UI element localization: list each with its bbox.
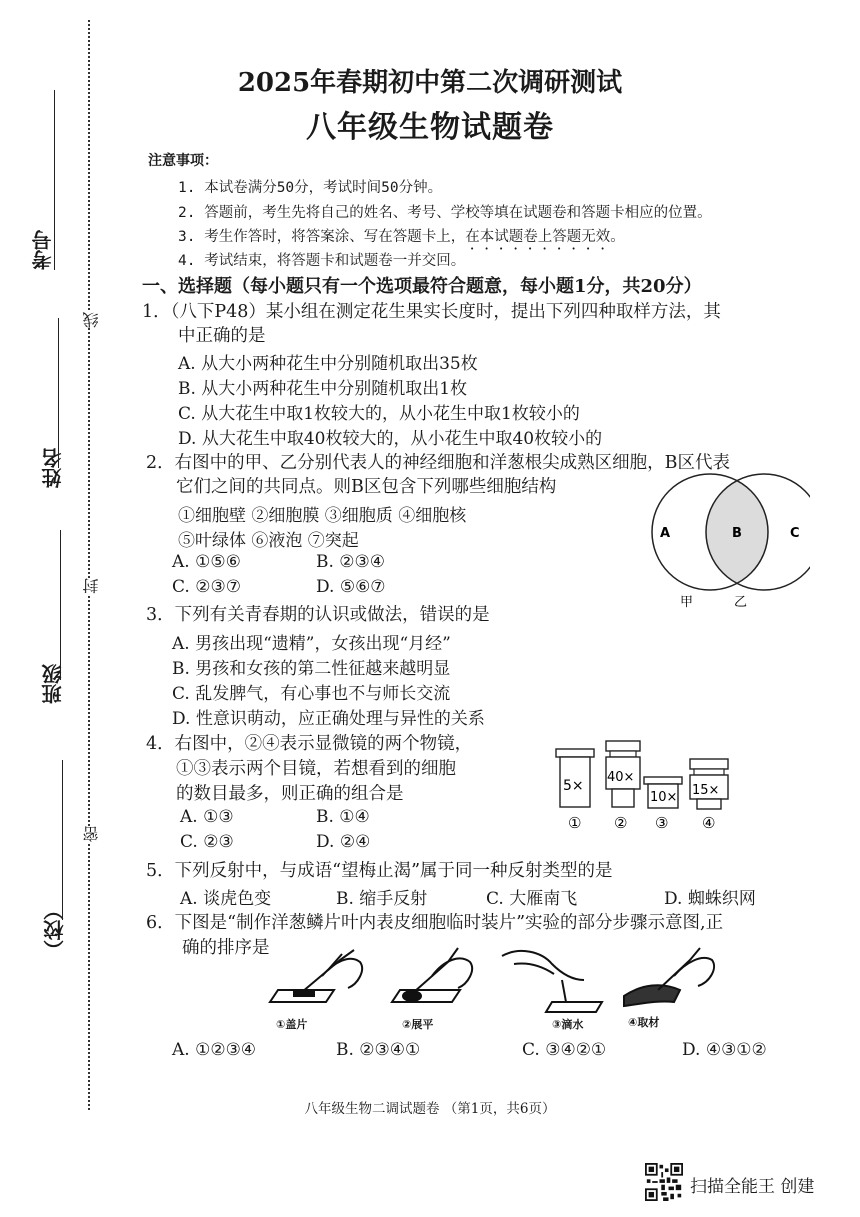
q6-option-b: B. ②③④① — [336, 1040, 421, 1060]
binding-dotted-line — [88, 20, 90, 1110]
xingming-line — [58, 318, 59, 468]
q1-stem-1: 1．（八下P48）某小组在测定花生果实长度时，提出下列四种取样方法，其 — [142, 302, 721, 322]
q5-option-a: A. 谈虎色变 — [180, 889, 272, 909]
qr-code-icon — [645, 1163, 683, 1201]
notes-heading: 注意事项： — [148, 153, 218, 169]
q2-items-2: ⑤叶绿体 ⑥液泡 ⑦突起 — [178, 531, 359, 551]
kaohao-label: 考号 — [31, 230, 55, 270]
note-4: 4. 考试结束，将答题卡和试题卷一并交回。 — [178, 253, 466, 269]
lens-1-label: 5× — [563, 778, 584, 794]
lens-4 — [690, 759, 728, 832]
xingming-label: 姓名 — [41, 448, 65, 488]
q4-stem-3: 的数目最多，则正确的组合是 — [176, 784, 404, 804]
q3-stem: 3．下列有关青春期的认识或做法，错误的是 — [146, 605, 490, 625]
step-3-label: ③滴水 — [552, 1018, 584, 1031]
q2-items-1: ①细胞壁 ②细胞膜 ③细胞质 ④细胞核 — [178, 506, 467, 526]
q3-option-d: D. 性意识萌动，应正确处理与异性的关系 — [172, 709, 485, 729]
q1-option-d: D. 从大花生中取40枚较大的，从小花生中取40枚较小的 — [178, 429, 603, 449]
q6-stem-2: 确的排序是 — [182, 938, 270, 958]
venn-label-a: A — [660, 526, 671, 541]
exam-title: 2025年春期初中第二次调研测试 — [237, 68, 623, 98]
venn-label-jia: 甲 — [680, 595, 694, 610]
slide-steps-illustration — [262, 940, 732, 1035]
venn-label-c: C — [790, 526, 800, 541]
q1-option-b: B. 从大小两种花生中分别随机取出1枚 — [178, 379, 468, 399]
q2-stem-1: 2．右图中的甲、乙分别代表人的神经细胞和洋葱根尖成熟区细胞，B区代表 — [146, 453, 730, 473]
q1-stem-2: 中正确的是 — [178, 326, 266, 346]
step-2-label: ②展平 — [402, 1018, 434, 1031]
lens-1 — [556, 749, 594, 832]
lens-3-label: 10× — [650, 790, 678, 805]
q4-stem-2: ①③表示两个目镜，若想看到的细胞 — [176, 759, 456, 779]
lens-3-num: ③ — [655, 814, 669, 832]
q5-option-b: B. 缩手反射 — [336, 889, 428, 909]
q4-option-c: C. ②③ — [180, 832, 234, 852]
q6-stem-1: 6．下图是“制作洋葱鳞片叶内表皮细胞临时装片”实验的部分步骤示意图,正 — [146, 913, 724, 933]
q6-option-c: C. ③④②① — [522, 1040, 607, 1060]
q2-option-b: B. ②③④ — [316, 552, 386, 572]
q1-option-c: C. 从大花生中取1枚较大的，从小花生中取1枚较小的 — [178, 404, 580, 424]
q3-option-b: B. 男孩和女孩的第二性征越来越明显 — [172, 659, 451, 679]
lens-2 — [606, 741, 640, 832]
q3-option-a: A. 男孩出现“遗精”，女孩出现“月经” — [172, 634, 451, 654]
step-1-figure — [270, 950, 362, 1031]
lens-4-label: 15× — [692, 783, 720, 798]
page-footer: 八年级生物二调试题卷 （第1页，共6页） — [304, 1101, 556, 1117]
q4-option-a: A. ①③ — [180, 807, 234, 827]
note-1: 1. 本试卷满分50分，考试时间50分钟。 — [178, 180, 443, 196]
q6-option-a: A. ①②③④ — [172, 1040, 257, 1060]
q2-stem-2: 它们之间的共同点。则B区包含下列哪些细胞结构 — [176, 477, 557, 497]
lens-3 — [644, 777, 682, 832]
xiao-label: （校） — [43, 900, 67, 960]
q6-option-d: D. ④③①② — [682, 1040, 767, 1060]
microscope-lenses — [550, 735, 750, 835]
lens-1-num: ① — [568, 814, 582, 832]
q2-option-d: D. ⑤⑥⑦ — [316, 577, 386, 597]
banji-line — [60, 530, 61, 680]
q2-option-a: A. ①⑤⑥ — [172, 552, 241, 572]
q4-option-b: B. ①④ — [316, 807, 370, 827]
q4-option-d: D. ②④ — [316, 832, 371, 852]
lens-4-num: ④ — [702, 814, 716, 832]
q4-stem-1: 4．右图中，②④表示显微镜的两个物镜， — [146, 734, 473, 754]
lens-2-num: ② — [614, 814, 628, 832]
step-4-figure — [624, 948, 714, 1029]
q3-option-c: C. 乱发脾气，有心事也不与师长交流 — [172, 684, 451, 704]
mark-mi: 密 — [82, 826, 101, 842]
note-3: 3. 考生作答时，将答案涂、写在答题卡上，在本试题卷上答题无效。 — [178, 229, 625, 245]
section-heading: 一、选择题（每小题只有一个选项最符合题意，每小题1分，共20分） — [142, 276, 702, 297]
q1-option-a: A. 从大小两种花生中分别随机取出35枚 — [178, 354, 478, 374]
q2-option-c: C. ②③⑦ — [172, 577, 241, 597]
step-1-label: ①盖片 — [276, 1018, 308, 1031]
venn-diagram — [630, 470, 810, 615]
mark-xian: 线 — [82, 312, 101, 328]
exam-subtitle: 八年级生物试题卷 — [306, 110, 554, 145]
step-4-label: ④取材 — [628, 1016, 660, 1029]
note-2: 2. 答题前，考生先将自己的姓名、考号、学校等填在试题卷和答题卡相应的位置。 — [178, 205, 712, 221]
venn-label-yi: 乙 — [734, 595, 748, 610]
banji-label: 班级 — [41, 664, 65, 704]
lens-2-label: 40× — [607, 770, 635, 785]
venn-label-b: B — [732, 526, 742, 541]
q5-stem: 5．下列反射中，与成语“望梅止渴”属于同一种反射类型的是 — [146, 861, 613, 881]
scanner-brand: 扫描全能王 创建 — [690, 1177, 815, 1197]
step-3-figure — [502, 951, 602, 1031]
xiao-line — [62, 760, 63, 920]
q5-option-c: C. 大雁南飞 — [486, 889, 578, 909]
mark-feng: 封 — [82, 578, 101, 594]
q5-option-d: D. 蜘蛛织网 — [664, 889, 756, 909]
step-2-figure — [392, 948, 472, 1031]
